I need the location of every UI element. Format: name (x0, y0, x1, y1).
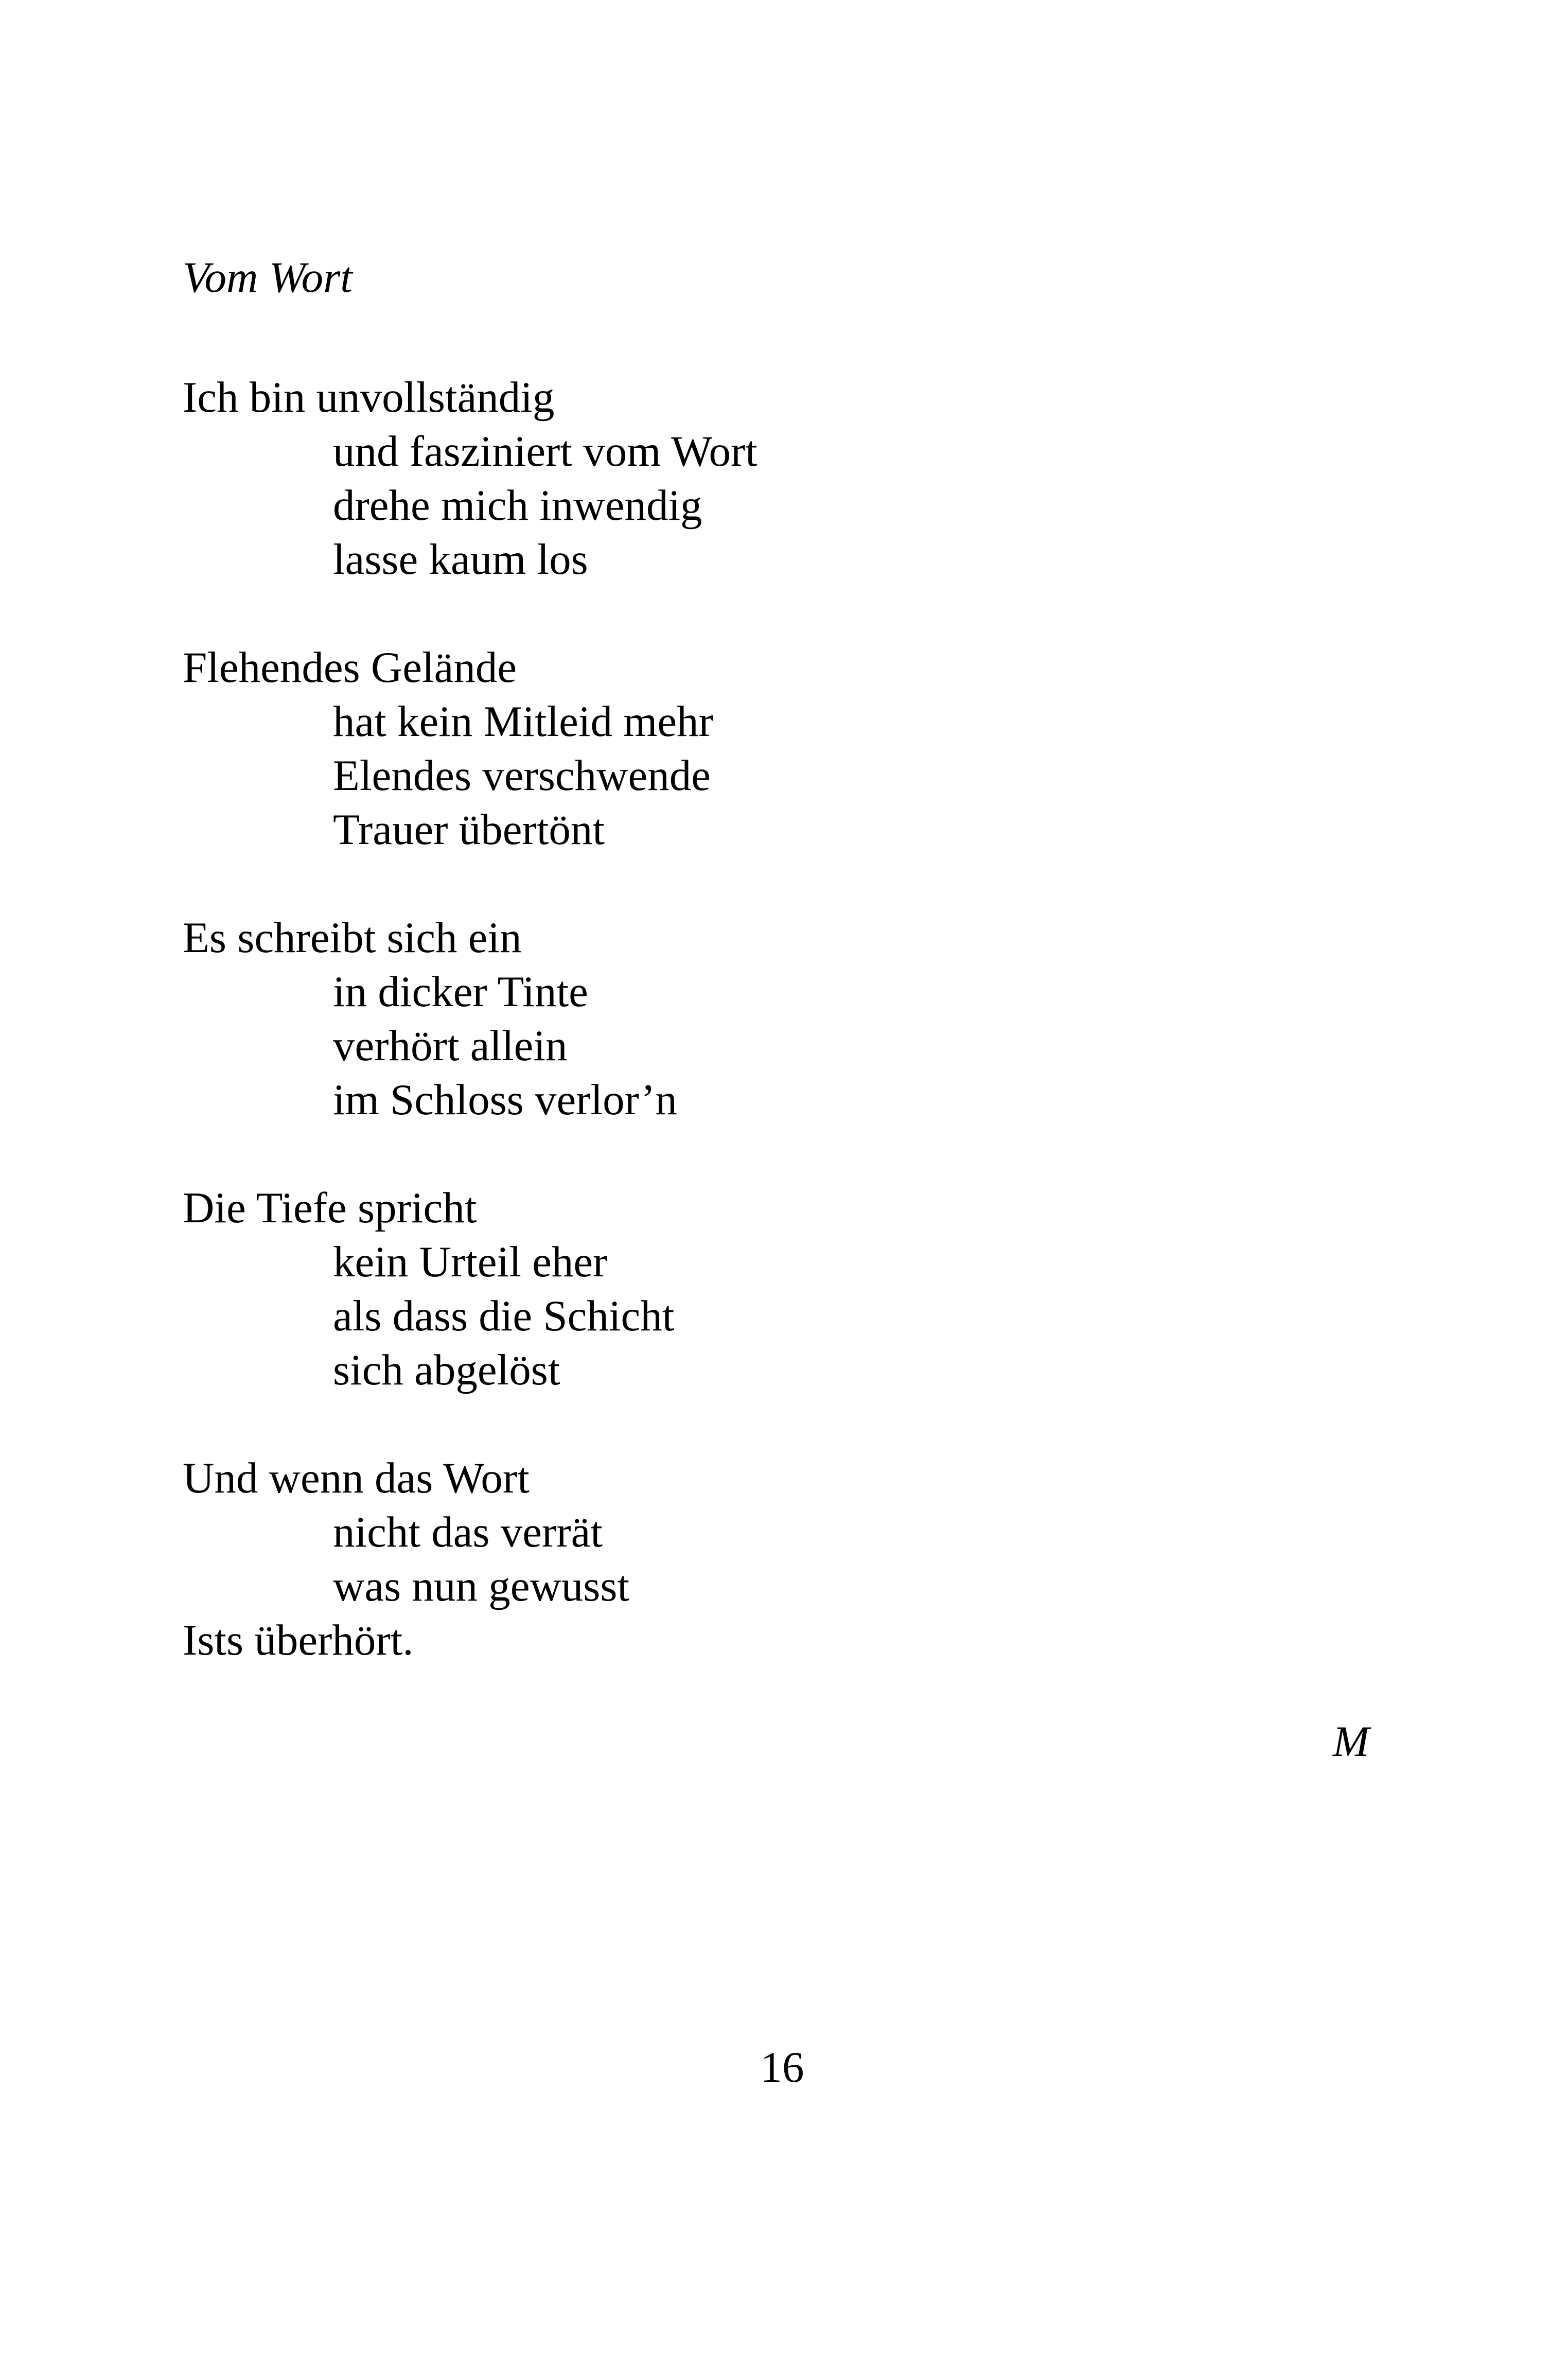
poem-line: drehe mich inwendig (333, 481, 702, 530)
poem-line: als dass die Schicht (333, 1292, 675, 1340)
poem-line: Und wenn das Wort (183, 1454, 530, 1502)
poem-line: Es schreibt sich ein (183, 914, 522, 962)
poem-line: Ich bin unvollständig (183, 373, 555, 421)
poem-line: kein Urteil eher (333, 1238, 608, 1286)
stanza-3 (183, 911, 757, 1127)
poem-line: Ists überhört. (183, 1616, 414, 1664)
poem-line: und fasziniert vom Wort (333, 427, 757, 476)
poem-line: hat kein Mitleid mehr (333, 697, 713, 746)
poem-title: Vom Wort (183, 253, 353, 302)
poem-line: sich abgelöst (333, 1346, 560, 1394)
stanza-4 (183, 1181, 757, 1397)
stanza-1 (183, 371, 757, 587)
poem-line: Trauer übertönt (333, 805, 605, 854)
stanza-2 (183, 641, 757, 857)
poem-line: verhört allein (333, 1022, 568, 1070)
author-signature: M (1333, 1717, 1369, 1766)
stanza-5 (183, 1451, 757, 1667)
poem-line: Elendes verschwende (333, 751, 711, 800)
poem-body (183, 371, 757, 1722)
poem-line: was nun gewusst (333, 1562, 630, 1610)
poem-line: Die Tiefe spricht (183, 1184, 477, 1232)
poem-line: lasse kaum los (333, 535, 588, 584)
poem-line: Flehendes Gelände (183, 643, 517, 692)
poem-line: im Schloss verlor’n (333, 1076, 677, 1124)
poem-line: in dicker Tinte (333, 968, 588, 1016)
poem-line: nicht das verrät (333, 1508, 603, 1556)
page-number: 16 (760, 2043, 804, 2092)
